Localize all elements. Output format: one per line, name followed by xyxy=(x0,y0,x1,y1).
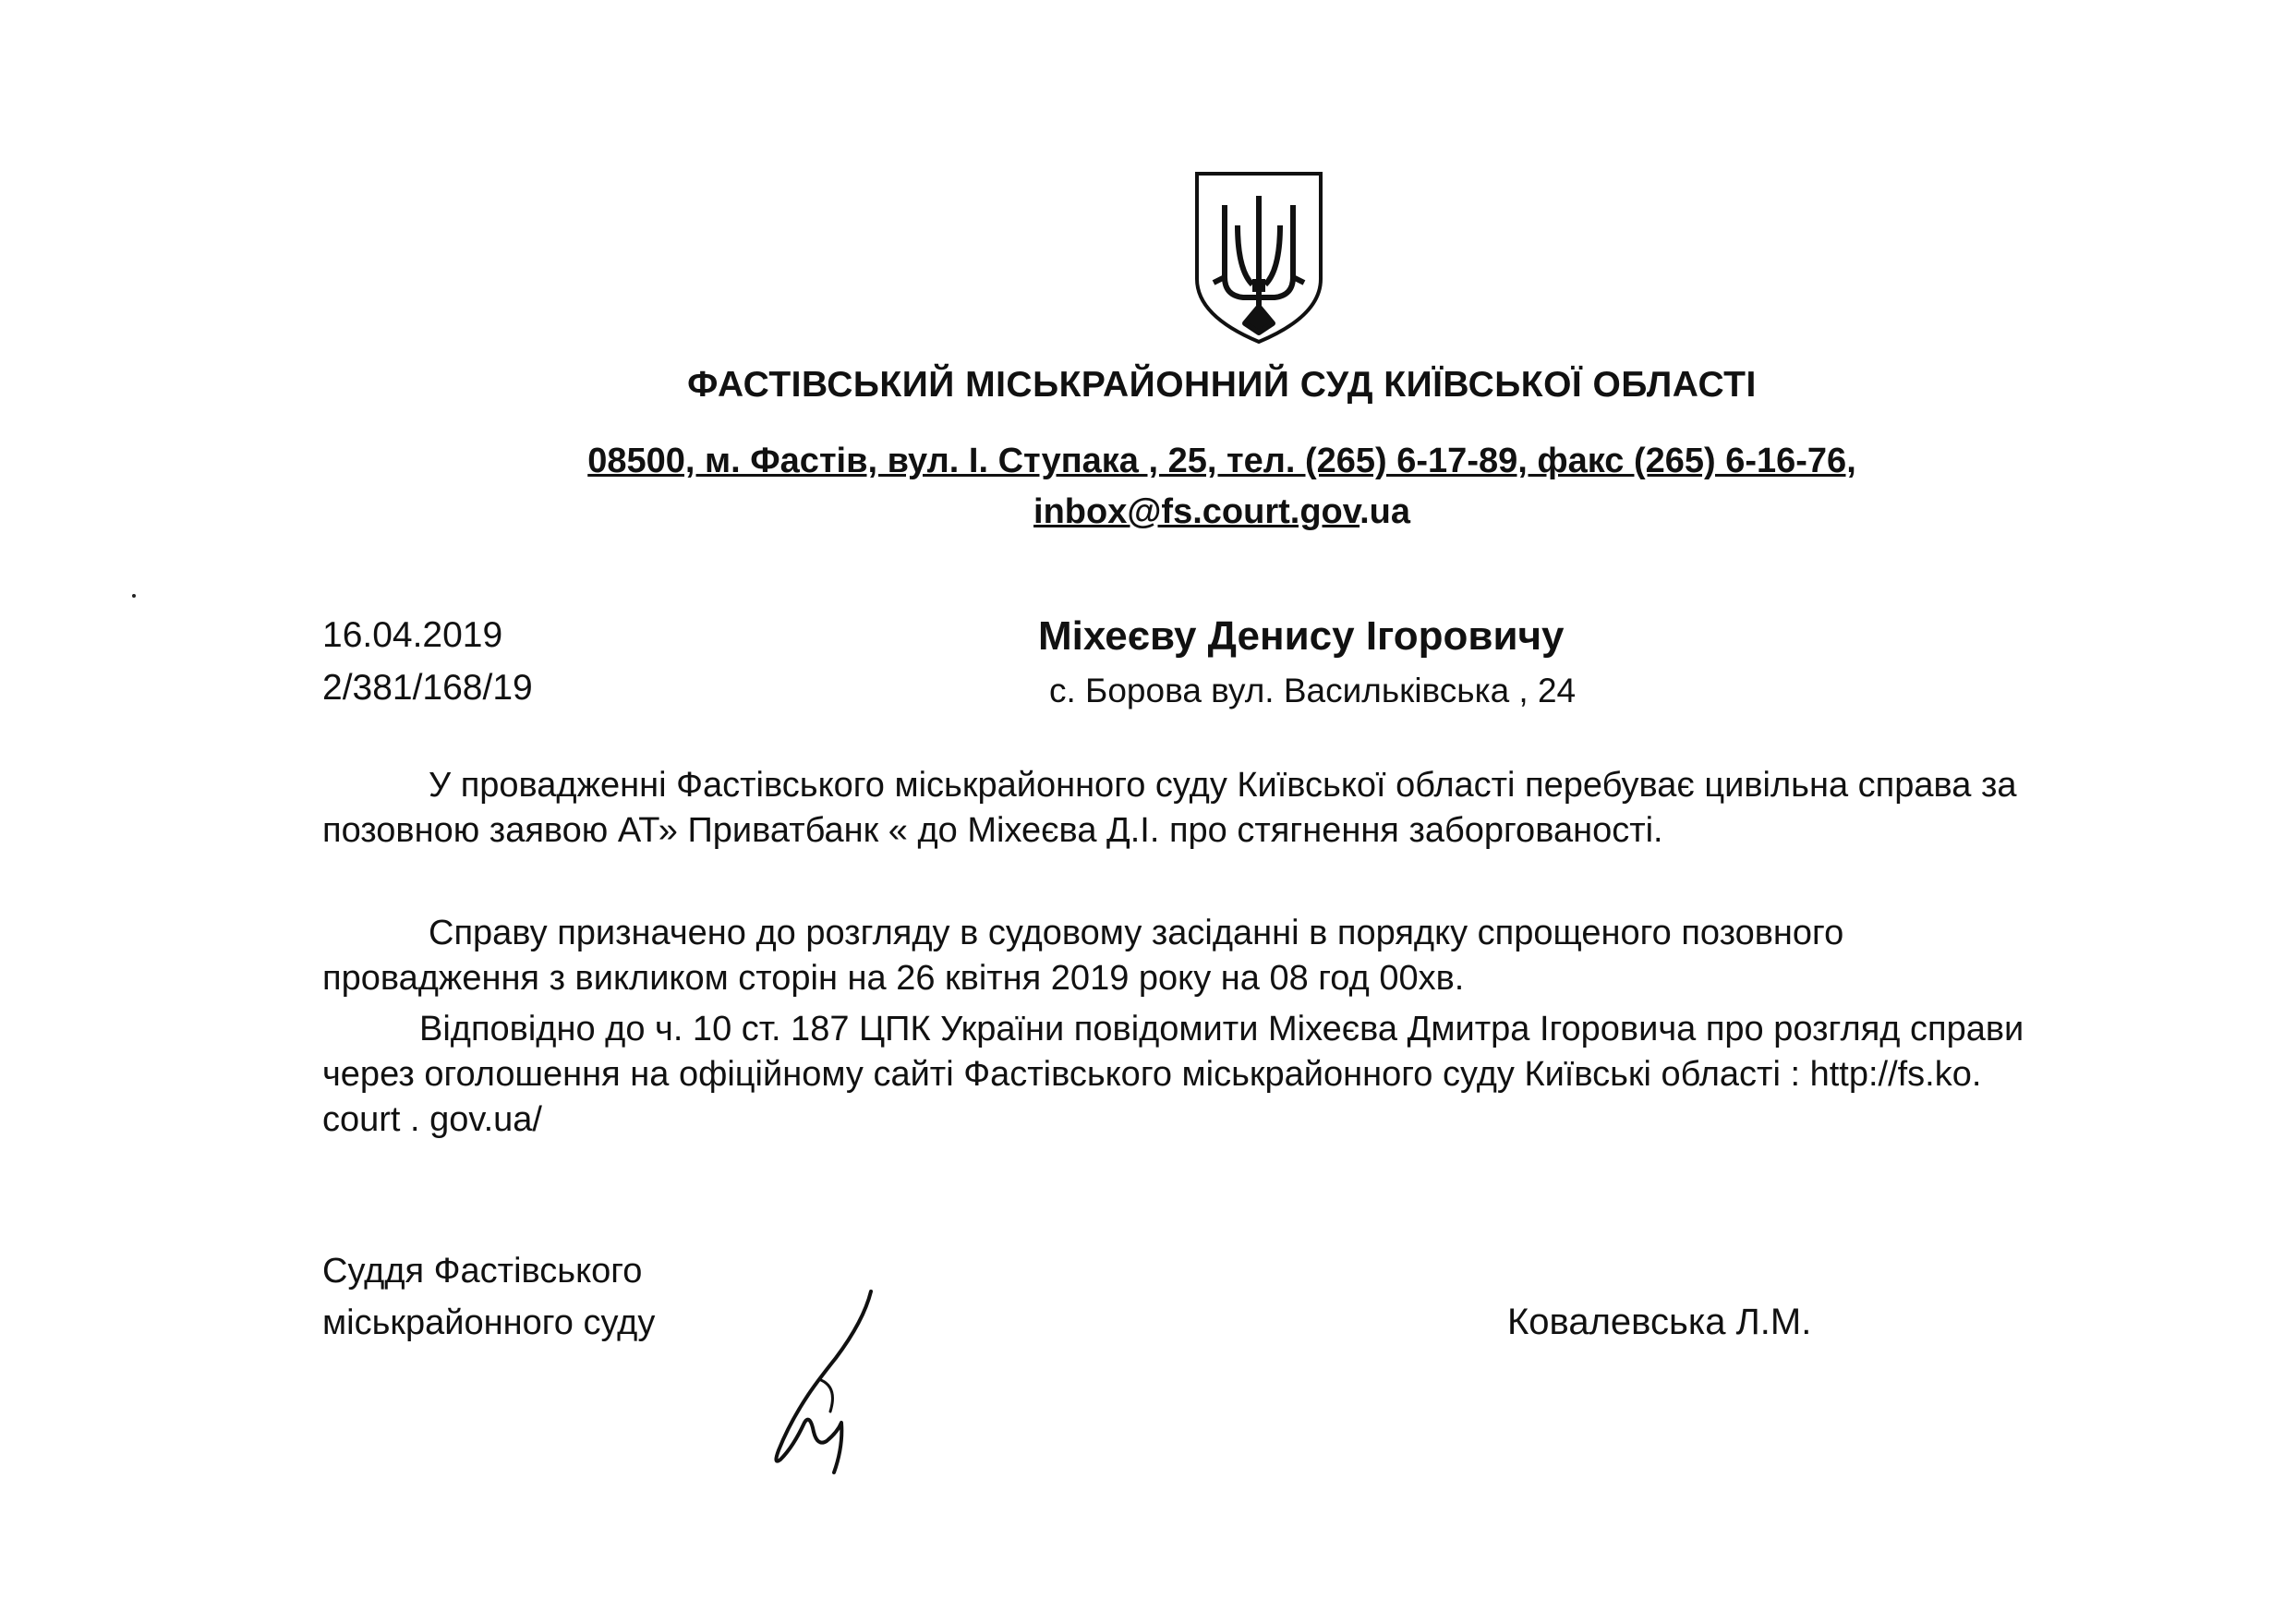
judge-title-line-1: Суддя Фастівського xyxy=(322,1252,643,1291)
judge-title-line-2: міськрайонного суду xyxy=(322,1303,656,1342)
body-paragraph-hearing: Справу призначено до розгляду в судовому засіданні в порядку спрощеного позовного провадження з викликом сторін на 26 квітня 2019 року на 08 год 00хв. xyxy=(322,914,1844,998)
recipient-name: Міхеєву Денису Ігоровичу xyxy=(1038,613,1565,659)
judge-name: Ковалевська Л.М. xyxy=(1507,1302,1812,1342)
court-email xyxy=(0,492,2296,532)
court-name-heading: ФАСТІВСЬКИЙ МІСЬКРАЙОННИЙ СУД КИЇВСЬКОЇ ОБЛАСТІ xyxy=(687,365,1757,405)
letter-date: 16.04.2019 xyxy=(322,615,503,655)
signature-icon xyxy=(753,1284,891,1478)
court-address: 08500, м. Фастів, вул. І. Ступака , 25, тел. (265) 6-17-89, факс (265) 6-16-76, xyxy=(587,442,1856,480)
court-email-suffix: .ua xyxy=(1359,492,1410,531)
case-number: 2/381/168/19 xyxy=(322,668,533,708)
coat-of-arms-icon xyxy=(1190,168,1328,347)
judge-title xyxy=(322,1245,655,1349)
body-paragraph-notice: Відповідно до ч. 10 ст. 187 ЦПК України повідомити Міхеєва Дмитра Ігоровича про розгляд справи через оголошення на офіційному сайті Фастівського міськрайонного суду Київські області : http://fs.ko. court . gov.ua/ xyxy=(322,1010,2024,1139)
scan-artifact-dot xyxy=(132,594,136,598)
recipient-address: с. Борова вул. Васильківська , 24 xyxy=(1049,672,1577,709)
body-paragraph-case: У провадженні Фастівського міськрайонного суду Київської області перебуває цивільна справа за позовною заявою АТ» Приватбанк « до Міхеєва Д.І. про стягнення заборгованості. xyxy=(322,766,2017,850)
court-email-link: inbox@fs.court.gov xyxy=(1033,492,1360,531)
